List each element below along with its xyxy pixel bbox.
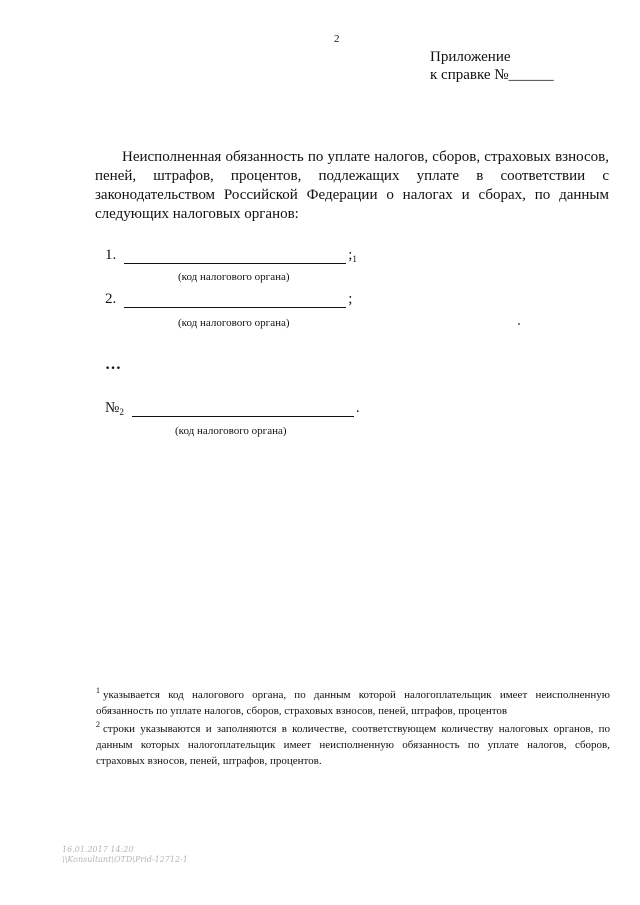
appendix-title: Приложение — [430, 49, 511, 65]
entry-label: № — [105, 400, 120, 416]
entry-blank-line — [124, 294, 346, 308]
entry-blank-line — [132, 403, 354, 417]
main-paragraph: Неисполненная обязанность по уплате налогов, сборов, страховых взносов, пеней, штрафов, процентов, подлежащих уплате в соответствии с законодательством Российской Федерации о налогах и сборах, по данным следующих налоговых органов: — [95, 149, 609, 222]
entry-blank-line — [124, 250, 346, 264]
entry-separator: ; — [348, 291, 353, 307]
footnote-ref-2: 2 — [119, 407, 124, 417]
document-stamp — [62, 845, 188, 865]
page-number: 2 — [334, 33, 340, 45]
entry-caption-1: (код налогового органа) — [178, 271, 290, 283]
entry-row-n — [105, 400, 360, 417]
appendix-header — [430, 48, 554, 84]
stamp-datetime: 16.01.2017 14:20 — [62, 845, 134, 854]
entry-separator: ; — [348, 247, 353, 263]
entry-label: 1. — [105, 247, 117, 263]
entry-label: 2. — [105, 291, 117, 307]
stamp-path: \\Konsultant\OTD\Prid-12712-1 — [62, 855, 188, 864]
scan-speck — [518, 323, 520, 325]
entry-row-1 — [105, 247, 357, 264]
footnote-ref-1: 1 — [352, 254, 357, 264]
footnote-2 — [96, 717, 610, 769]
entry-caption-n: (код налогового органа) — [175, 425, 287, 437]
footnote-mark: 2 — [96, 720, 100, 729]
footnote-text: строки указываются и заполняются в количестве, соответствующем количеству налоговых органов, по данным которых налогоплательщик имеет неисполненную обязанность по уплате налогов, сборов, страховых взносов, пеней, штрафов, процентов. — [96, 723, 610, 767]
entry-row-2 — [105, 291, 352, 308]
ellipsis: … — [105, 356, 122, 373]
entry-separator: . — [355, 400, 360, 416]
footnote-1 — [96, 683, 610, 719]
entry-caption-2: (код налогового органа) — [178, 317, 290, 329]
footnote-mark: 1 — [96, 686, 100, 695]
footnote-text: указывается код налогового органа, по данным которой налогоплательщик имеет неисполненную обязанность по уплате налогов, сборов, страховых взносов, пеней, штрафов, процентов — [96, 689, 610, 717]
appendix-reference: к справке №______ — [430, 67, 554, 83]
